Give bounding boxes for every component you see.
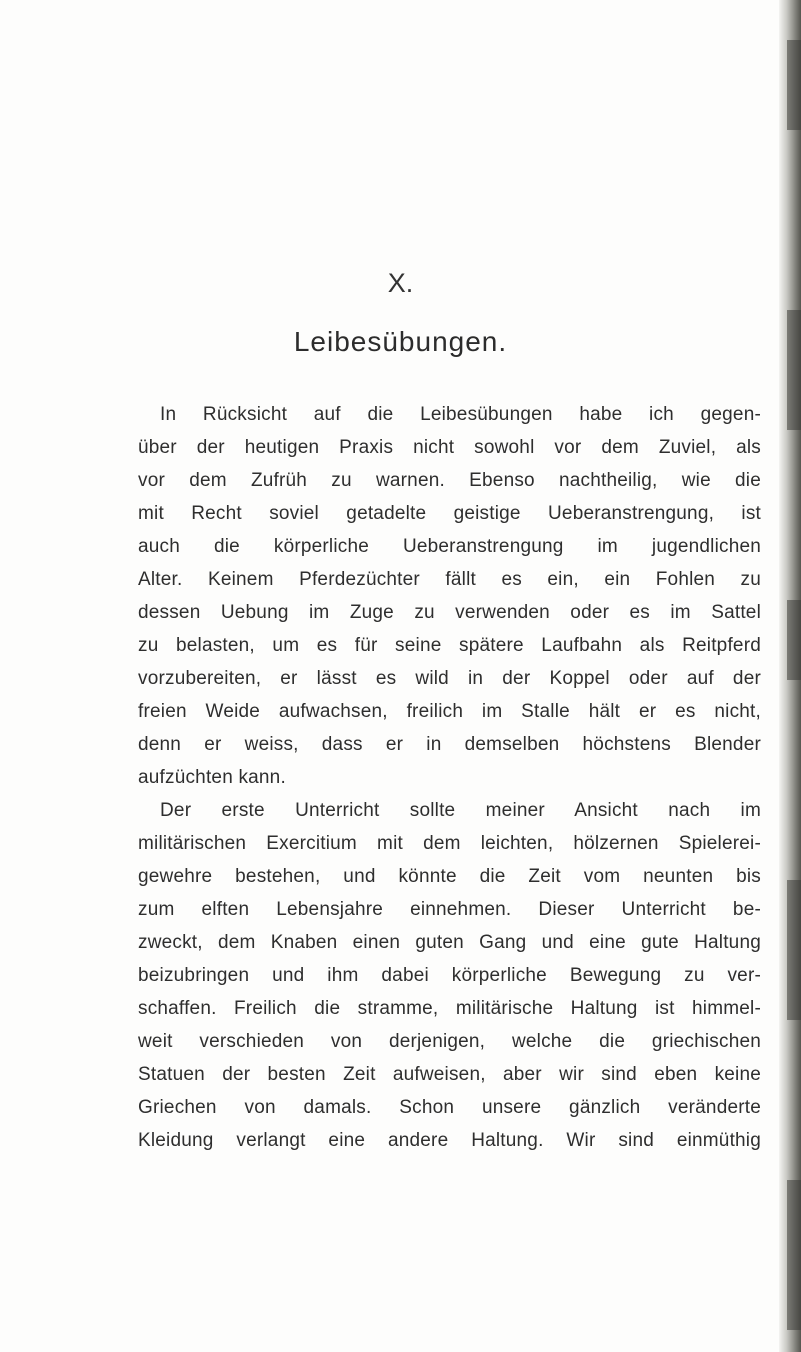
text-line: Alter. Keinem Pferdezüchter fällt es ein, ein Fohlen zu — [138, 569, 761, 590]
chapter-title: Leibesübungen. — [293, 326, 508, 357]
text-line: zum elften Lebensjahre einnehmen. Dieser Unterricht be- — [138, 899, 761, 920]
text-line: freien Weide aufwachsen, freilich im Stalle hält er es nicht, — [138, 701, 761, 722]
text-line: auch die körperliche Ueberanstrengung im jugendlichen — [138, 536, 761, 557]
text-line: mit Recht soviel getadelte geistige Ueberanstrengung, ist — [138, 503, 761, 524]
text-line: Griechen von damals. Schon unsere gänzlich veränderte — [138, 1097, 761, 1118]
text-line: Statuen der besten Zeit aufweisen, aber wir sind eben keine — [138, 1064, 761, 1085]
text-line: gewehre bestehen, und könnte die Zeit vom neunten bis — [138, 866, 761, 887]
text-line: militärischen Exercitium mit dem leichten, hölzernen Spielerei- — [138, 833, 761, 854]
text-line: über der heutigen Praxis nicht sowohl vor dem Zuviel, als — [138, 437, 761, 458]
text-line: zweckt, dem Knaben einen guten Gang und eine gute Haltung — [138, 932, 761, 953]
text-line: Der erste Unterricht sollte meiner Ansicht nach im — [160, 800, 761, 821]
text-line: dessen Uebung im Zuge zu verwenden oder es im Sattel — [138, 602, 761, 623]
text-line: vor dem Zufrüh zu warnen. Ebenso nachtheilig, wie die — [138, 470, 761, 491]
edge-speck — [787, 600, 801, 680]
edge-speck — [787, 40, 801, 130]
text-line: weit verschieden von derjenigen, welche die griechischen — [138, 1031, 761, 1052]
text-line: denn er weiss, dass er in demselben höchstens Blender — [138, 734, 761, 755]
body-text — [138, 398, 761, 1157]
text-line: aufzüchten kann. — [138, 767, 286, 788]
page-edge-shadow — [779, 0, 801, 1352]
text-line: Kleidung verlangt eine andere Haltung. Wir sind einmüthig — [138, 1130, 761, 1151]
edge-speck — [787, 880, 801, 1020]
text-line: schaffen. Freilich die stramme, militärische Haltung ist himmel- — [138, 998, 761, 1019]
chapter-number: X. — [387, 268, 414, 298]
text-line: vorzubereiten, er lässt es wild in der Koppel oder auf der — [138, 668, 761, 689]
edge-speck — [787, 1180, 801, 1330]
text-line: beizubringen und ihm dabei körperliche Bewegung zu ver- — [138, 965, 761, 986]
text-line: In Rücksicht auf die Leibesübungen habe ich gegen- — [160, 404, 761, 425]
text-line: zu belasten, um es für seine spätere Laufbahn als Reitpferd — [138, 635, 761, 656]
